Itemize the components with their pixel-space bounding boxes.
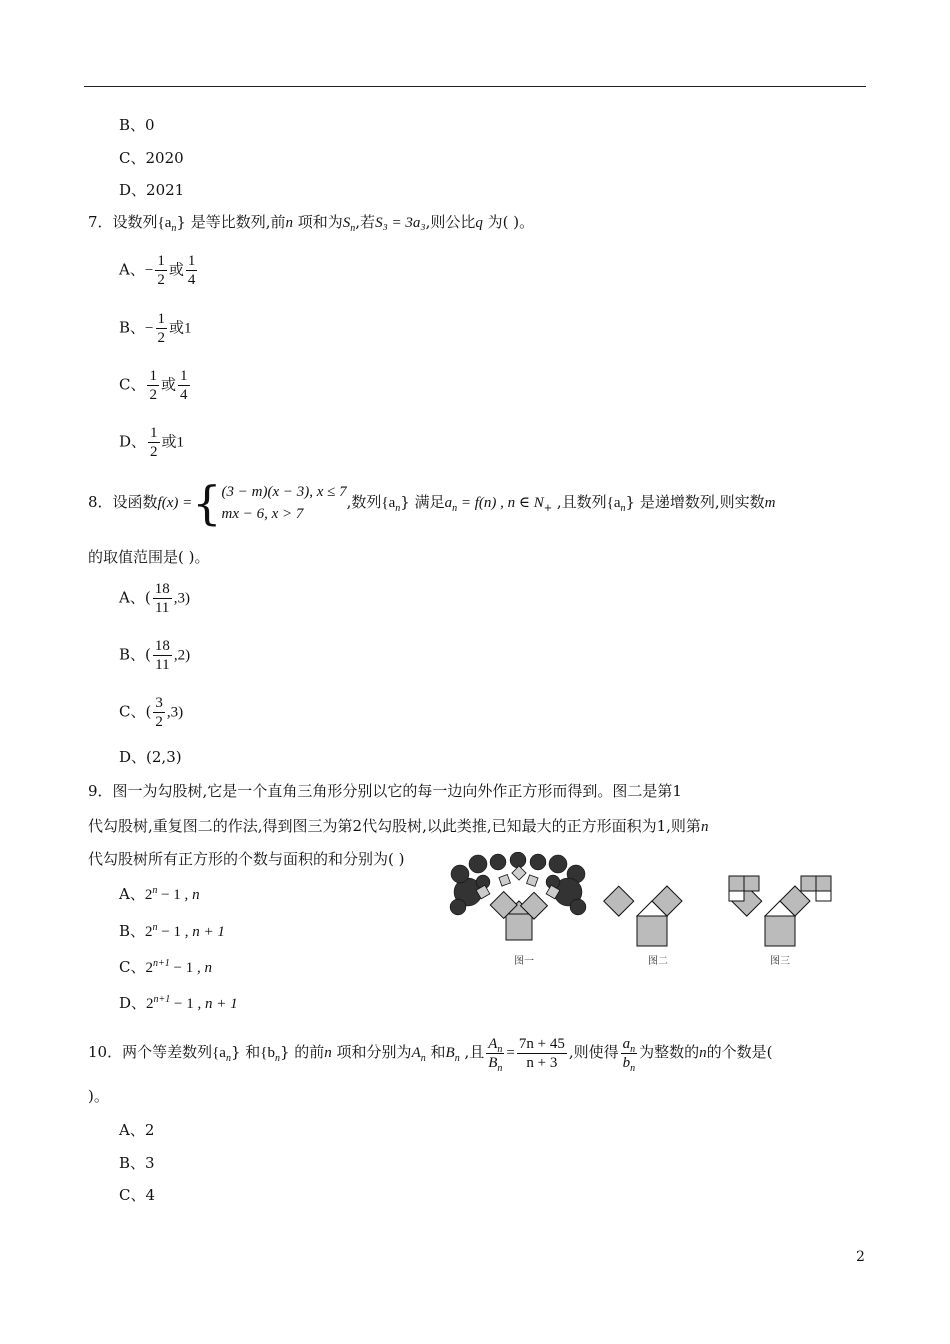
figure-1-fractal-tree [450, 852, 586, 940]
q7-option-b: B、− $\frac{1}{2}$ 或1 [119, 311, 192, 346]
figure-3-second-generation [729, 876, 831, 946]
q8-option-c: C、( $\frac{3}{2}$ ,3) [119, 695, 184, 730]
q7-option-c: C、 $\frac{1}{2}$ 或 $\frac{1}{4}$ [119, 368, 188, 403]
figure-2-first-generation [604, 886, 682, 946]
figure-3-caption: 图三 [770, 956, 790, 967]
q9-option-d: D、$2^{n+1} - 1$ , n + 1 [119, 994, 238, 1012]
header-rule [84, 86, 866, 87]
q9-line2: 代勾股树,重复图二的作法,得到图三为第2代勾股树,以此类推,已知最大的正方形面积为1,则第n [88, 817, 709, 835]
page-number: 2 [856, 1249, 865, 1265]
q9-option-a: A、$2^n - 1$ , n [119, 885, 200, 903]
q9-line1: 9．图一为勾股树,它是一个直角三角形分别以它的每一边向外作正方形而得到。图二是第1 [88, 782, 682, 800]
q8-option-a: A、( $\frac{18}{11}$ ,3) [119, 581, 190, 616]
q6-option-c: C、2020 [119, 149, 184, 167]
q10-stem: 10．两个等差数列$\{a_n\}$ 和$\{b_n\}$ 的前n 项和分别为$A_n$ 和$B_n$ ,且 $\frac{A_n}{B_n}$ = $\frac{7n + 45}{n + 3}$ ,则使得 $\frac{a_n}{b_n}$ 为整数的n的个数是( [88, 1035, 773, 1074]
q7-option-d: D、 $\frac{1}{2}$ 或1 [119, 425, 185, 460]
q9-option-c: C、$2^{n+1} - 1$ , n [119, 958, 212, 976]
q6-option-d: D、2021 [119, 181, 185, 199]
figure-1-caption: 图一 [514, 956, 534, 967]
q6-option-b: B、0 [119, 116, 155, 134]
q9-line3: 代勾股树所有正方形的个数与面积的和分别为( ) [88, 850, 405, 868]
q8-option-d: D、(2,3) [119, 748, 182, 766]
q10-option-b: B、3 [119, 1154, 155, 1172]
pythagoras-tree-figures [438, 852, 868, 974]
q8-option-b: B、( $\frac{18}{11}$ ,2) [119, 638, 191, 673]
figure-2-caption: 图二 [648, 956, 668, 967]
q8-stem-line2: 的取值范围是( )。 [88, 548, 210, 566]
q7-stem: 7．设数列$\{a_n\}$ 是等比数列,前n 项和为$S_n$,若S₃ = 3a₃,则公比q 为( )。 [88, 213, 535, 234]
q10-option-c: C、4 [119, 1186, 156, 1204]
q7-option-a: A、− $\frac{1}{2}$ 或 $\frac{1}{4}$ [119, 253, 196, 288]
q10-stem-line2: )。 [88, 1087, 109, 1105]
q10-option-a: A、2 [119, 1121, 155, 1139]
q8-stem: 8．设函数f(x) ={ (3 − m)(x − 3), x ≤ 7 mx − 6, x > 7 ,数列$\{a_n\}$ 满足$a_n = f(n)$ , n ∈ $N_+$ ,且数列$\{a_n\}$ 是递增数列,则实数m [88, 476, 776, 530]
q9-option-b: B、$2^n - 1$ , n + 1 [119, 922, 225, 940]
